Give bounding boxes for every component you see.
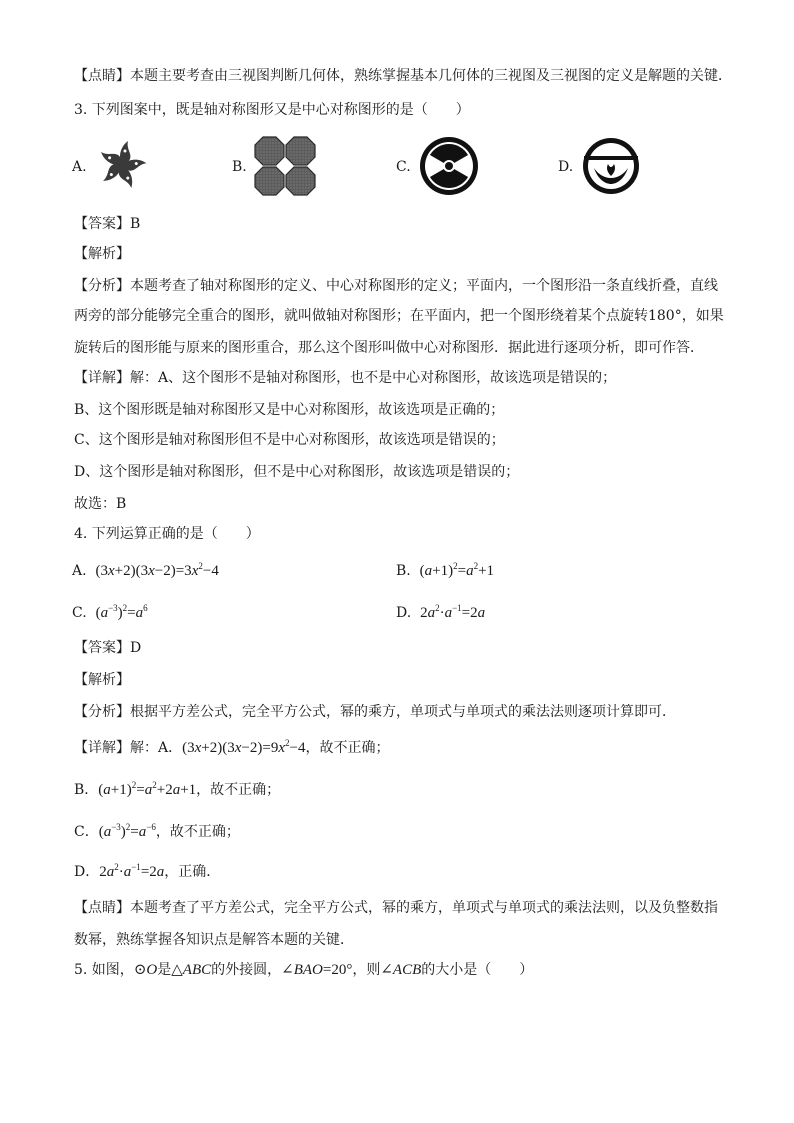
q4-detail-d-prefix: D． xyxy=(74,864,100,880)
radiation-symbol-figure xyxy=(418,136,480,196)
q3-answer: 【答案】B xyxy=(74,216,141,232)
q4-option-a xyxy=(72,561,219,581)
q5-mid3: ，则 xyxy=(352,962,381,978)
q4-detail-d-verdict: ，正确． xyxy=(164,864,221,880)
q3-jiexi: 【解析】 xyxy=(74,246,130,262)
q4-detail-c: C．$(a^{-3})^2=a^{-6}$，故不正确； xyxy=(74,822,240,840)
q3-option-b-label: B. xyxy=(232,159,247,175)
q3-option-d-label: D. xyxy=(558,159,574,175)
q4-option-b-formula: $(a+1)^2=a^2+1$ xyxy=(419,561,495,579)
q4-tip-line-1: 【点睛】本题考查了平方差公式，完全平方公式，幂的乘方，单项式与单项式的乘法法则，以及负整数指 xyxy=(74,900,718,916)
q4-detail-b-prefix: B． xyxy=(74,782,99,798)
q4-tip-line-2: 数幂，熟练掌握各知识点是解答本题的关键． xyxy=(74,932,354,948)
q3-option-a-label: A. xyxy=(72,159,87,175)
q3-analysis-line-2: 两旁的部分能够完全重合的图形，就叫做轴对称图形；在平面内，把一个图形绕着某个点旋转180°，如果 xyxy=(74,308,724,324)
q2-tip: 【点睛】本题主要考查由三视图判断几何体，熟练掌握基本几何体的三视图及三视图的定义是解题的关键． xyxy=(74,68,732,84)
q4-answer: 【答案】D xyxy=(74,640,142,656)
q4-option-c xyxy=(72,603,148,623)
q3-detail-c: C、这个图形是轴对称图形但不是中心对称图形，故该选项是错误的； xyxy=(74,432,505,448)
q4-option-a-formula: $(3x+2)(3x-2)=3x^2-4$ xyxy=(95,561,219,579)
q5-suffix: 的大小是（ ） xyxy=(421,962,534,978)
q5-mid2: 的外接圆， xyxy=(211,962,282,978)
q4-detail-b-verdict: ，故不正确； xyxy=(196,782,281,798)
q4-option-d xyxy=(396,603,485,623)
question-5-stem: 5. 如图，⊙O是△ABC的外接圆，∠BAO=20°，则∠ACB的大小是（ ） xyxy=(74,962,534,978)
q3-option-c-label: C. xyxy=(396,159,411,175)
q4-detail-a: 【详解】解：A．$(3x+2)(3x-2)=9x^2-4$，故不正确； xyxy=(74,738,390,756)
q3-detail-a: 【详解】解：A、这个图形不是轴对称图形，也不是中心对称图形，故该选项是错误的； xyxy=(74,370,617,386)
q4-detail-c-verdict: ，故不正确； xyxy=(155,824,240,840)
q5-prefix: 5. 如图， xyxy=(74,962,134,978)
pinwheel-flower-figure xyxy=(92,137,152,193)
q4-option-d-formula: $2a^2\cdot a^{-1}=2a$ xyxy=(420,603,486,621)
q4-option-c-label: C. xyxy=(72,605,87,621)
q5-mid1: 是 xyxy=(157,962,172,978)
q3-analysis-line-3: 旋转后的图形能与原来的图形重合，那么这个图形叫做中心对称图形．据此进行逐项分析，即可作答． xyxy=(74,340,704,356)
q4-jiexi: 【解析】 xyxy=(74,672,130,688)
q4-detail-a-verdict: ，故不正确； xyxy=(305,740,390,756)
q3-choose: 故选：B xyxy=(74,496,127,512)
q3-detail-d: D、这个图形是轴对称图形，但不是中心对称图形，故该选项是错误的； xyxy=(74,464,520,480)
question-4-stem: 4. 下列运算正确的是（ ） xyxy=(74,526,260,542)
q4-option-b xyxy=(396,561,494,581)
q4-option-c-formula: $(a^{-3})^2=a^6$ xyxy=(95,603,148,621)
q4-option-b-label: B. xyxy=(396,563,411,579)
q4-analysis: 【分析】根据平方差公式，完全平方公式，幂的乘方，单项式与单项式的乘法法则逐项计算即可． xyxy=(74,704,676,720)
q4-detail-prefix: 【详解】解：A． xyxy=(74,740,183,756)
q3-detail-b: B、这个图形既是轴对称图形又是中心对称图形，故该选项是正确的； xyxy=(74,402,505,418)
four-octagons-figure xyxy=(254,136,316,196)
q4-option-d-label: D. xyxy=(396,605,412,621)
question-3-stem: 3. 下列图案中，既是轴对称图形又是中心对称图形的是（ ） xyxy=(74,102,470,118)
q4-option-a-label: A. xyxy=(72,563,87,579)
q4-detail-d: D．$2a^2\cdot a^{-1}=2a$，正确． xyxy=(74,862,221,880)
q3-analysis-line-1: 【分析】本题考查了轴对称图形的定义、中心对称图形的定义；平面内，一个图形沿一条直线折叠，直线 xyxy=(74,278,718,294)
circle-emblem-figure xyxy=(580,136,642,196)
q4-detail-b: B．$(a+1)^2=a^2+2a+1$，故不正确； xyxy=(74,780,281,798)
q4-detail-c-prefix: C． xyxy=(74,824,99,840)
